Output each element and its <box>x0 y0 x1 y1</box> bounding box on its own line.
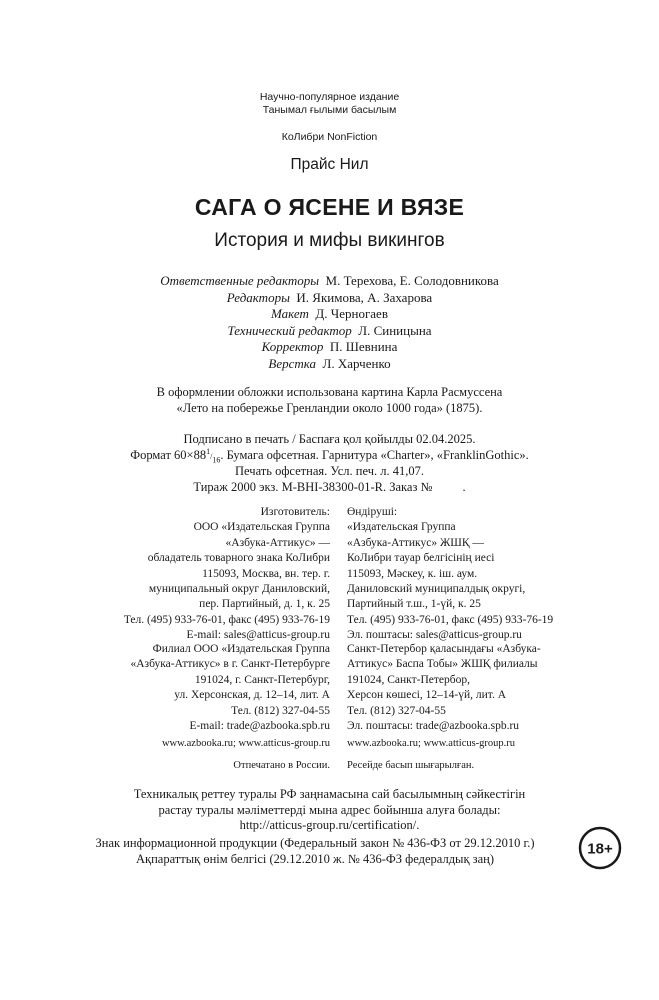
certification-url: http://atticus-group.ru/certification/. <box>239 818 420 832</box>
manufacturer-ru-line: Изготовитель: <box>260 506 330 518</box>
branch-ru-line: «Азбука-Аттикус» в г. Санкт-Петербурге <box>130 658 330 671</box>
branch-kz-line: Аттикус» Баспа Тобы» ЖШҚ филиалы <box>347 658 538 671</box>
printed-in-ru: Отпечатано в России. <box>233 760 330 771</box>
signed-date: Подписано в печать / Баспаға қол қойылды 02.04.2025. <box>183 432 476 446</box>
manufacturer-kz-line: Партийный т.ш., 1-үй, к. 25 <box>347 598 481 611</box>
credit-names: Л. Харченко <box>322 355 391 371</box>
credit-role: Редакторы <box>226 289 290 305</box>
age-rating-badge-circle <box>578 826 622 870</box>
age-sign-note <box>0 836 630 867</box>
series-name: КоЛибри NonFiction <box>281 131 378 143</box>
circulation: Тираж 2000 экз. M-BHI-38300-01-R. Заказ № <box>193 479 433 494</box>
manufacturer-kz <box>347 505 553 644</box>
credit-row <box>0 339 659 356</box>
branch-ru-line: Филиал ООО «Издательская Группа <box>152 643 330 655</box>
credit-row <box>0 290 659 307</box>
order-end: . <box>462 479 466 494</box>
credit-row <box>0 306 659 323</box>
manufacturer-ru-line: «Азбука-Аттикус» — <box>225 536 330 549</box>
branch-kz-line: Тел. (812) 327-04-55 <box>347 704 446 717</box>
book-title: САГА О ЯСЕНЕ И ВЯЗЕ <box>194 194 465 220</box>
websites-kz: www.azbooka.ru; www.atticus-group.ru <box>347 738 516 749</box>
credit-names: П. Шевнина <box>329 339 398 354</box>
manufacturer-ru <box>124 505 330 644</box>
format-num: 1 <box>206 446 211 456</box>
credit-names: Д. Черногаев <box>315 306 388 321</box>
age-sign-line: Знак информационной продукции (Федеральный закон № 436-ФЗ от 29.12.2010 г.) <box>95 836 535 850</box>
manufacturer-kz-line: Өндіруші: <box>347 506 398 518</box>
cover-note-line: «Лето на побережье Гренландии около 1000 года» (1875). <box>176 400 483 415</box>
format-prefix: Формат 60×88 <box>130 447 207 462</box>
manufacturer-ru-line: ООО «Издательская Группа <box>193 521 330 534</box>
branch-ru <box>130 642 330 734</box>
branch-kz-email: Эл. поштасы: trade@azbooka.spb.ru <box>347 720 520 733</box>
format-suffix: . Бумага офсетная. Гарнитура «Charter», «FranklinGothic». <box>220 447 529 462</box>
branch-kz-line: Херсон көшесі, 12–14-үй, лит. А <box>347 689 507 702</box>
format-den: 16 <box>212 455 221 464</box>
manufacturer-ru-line: 115093, Москва, вн. тер. г. <box>202 567 330 580</box>
circulation-line <box>0 480 659 496</box>
credit-row <box>0 356 659 373</box>
credit-names: М. Терехова, Е. Солодовникова <box>325 273 499 288</box>
manufacturer-kz-email: Эл. поштасы: sales@atticus-group.ru <box>347 629 522 642</box>
author-name: Прайс Нил <box>290 156 369 173</box>
branch-kz-line: 191024, Санкт-Петербор, <box>347 673 470 686</box>
manufacturer-kz-line: Даниловский муниципалдық округі, <box>347 583 526 596</box>
branch-ru-line: ул. Херсонская, д. 12–14, лит. А <box>174 689 330 702</box>
certification-line: растау туралы мәліметтерді мына адрес бойынша алуға болады: <box>158 802 501 817</box>
printed-in-kz: Ресейде басып шығарылған. <box>347 760 475 771</box>
book-subtitle: История и мифы викингов <box>214 230 445 251</box>
format-line: Формат $60\times 88^1/_{16}$. Бумага офсетная. Гарнитура «Charter», «FranklinGothic». <box>130 446 529 464</box>
credit-row <box>0 273 659 290</box>
branch-kz-line: Санкт-Петербор қаласындағы «Азбука- <box>347 643 541 655</box>
manufacturer-kz-line: «Издательская Группа <box>347 521 456 534</box>
credits-list <box>0 273 659 372</box>
print-info <box>0 432 659 495</box>
credit-names: И. Якимова, А. Захарова <box>296 289 433 305</box>
edition-type-kz: Танымал ғылыми басылым <box>262 104 397 116</box>
credit-role: Макет <box>271 306 309 321</box>
manufacturer-kz-line: «Азбука-Аттикус» ЖШҚ — <box>347 536 484 549</box>
age-rating-badge <box>578 826 622 870</box>
manufacturer-ru-line: обладатель товарного знака КоЛибри <box>147 552 330 565</box>
manufacturer-kz-line: 115093, Мәскеу, к. іш. аум. <box>347 567 478 580</box>
branch-ru-line: Тел. (812) 327-04-55 <box>231 704 330 717</box>
manufacturer-ru-line: муниципальный округ Даниловский, <box>148 583 330 596</box>
manufacturer-kz-line: КоЛибри тауар белгісінің иесі <box>347 552 495 565</box>
age-sign-line: Ақпараттық өнім белгісі (29.12.2010 ж. № 436-ФЗ федералдық заң) <box>136 851 494 866</box>
manufacturer-ru-line: Тел. (495) 933-76-01, факс (495) 933-76-19 <box>123 613 330 626</box>
cover-note-line: В оформлении обложки использована картина Карла Расмуссена <box>156 385 503 399</box>
certification-note <box>0 787 659 834</box>
edition-type-ru: Научно-популярное издание <box>259 91 400 103</box>
manufacturer-ru-email: E-mail: sales@atticus-group.ru <box>186 629 330 642</box>
websites-ru: www.azbooka.ru; www.atticus-group.ru <box>161 738 330 749</box>
age-rating-text: 18+ <box>587 840 613 858</box>
credit-row <box>0 323 659 340</box>
manufacturer-ru-line: пер. Партийный, д. 1, к. 25 <box>199 598 330 611</box>
print-type: Печать офсетная. Усл. печ. л. 41,07. <box>235 464 424 478</box>
credit-role: Технический редактор <box>227 322 352 338</box>
manufacturer-kz-line: Тел. (495) 933-76-01, факс (495) 933-76-19 <box>347 613 554 626</box>
branch-ru-line: 191024, г. Санкт-Петербург, <box>194 673 330 686</box>
credit-role: Ответственные редакторы <box>160 273 320 288</box>
branch-ru-email: E-mail: trade@azbooka.spb.ru <box>189 720 330 733</box>
branch-kz <box>347 642 541 734</box>
cover-note <box>0 385 659 416</box>
credit-role: Верстка <box>268 355 317 371</box>
credit-names: Л. Синицына <box>358 322 432 338</box>
credit-role: Корректор <box>261 339 324 354</box>
certification-line: Техникалық реттеу туралы РФ заңнамасына сай басылымның сәйкестігін <box>133 787 526 801</box>
